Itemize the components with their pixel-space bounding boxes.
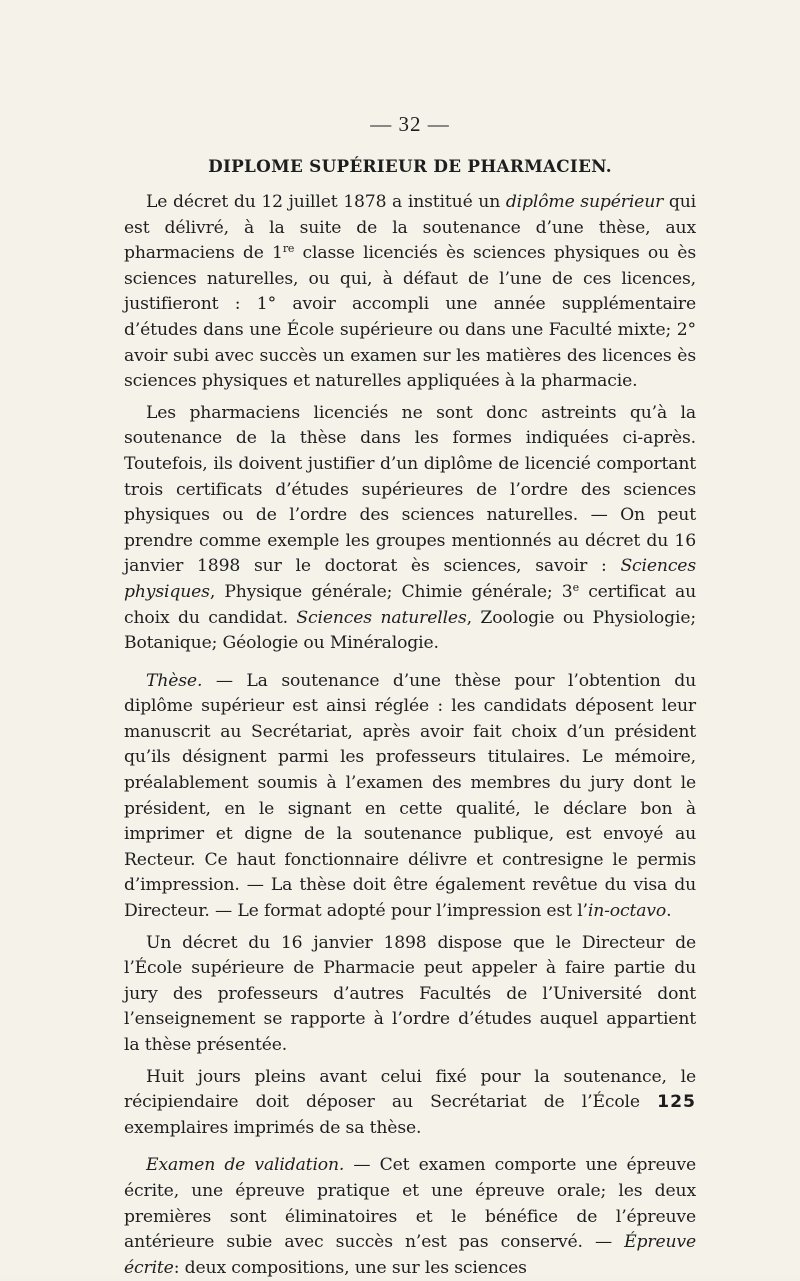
text-run: , Zoologie ou Physiologie; Botanique; Géologie ou Minéralogie. — [124, 607, 696, 654]
paragraph-these — [124, 669, 696, 925]
superscript: e — [572, 580, 579, 594]
italic-term: Examen de validation. — [146, 1155, 345, 1176]
superscript: re — [282, 242, 295, 256]
italic-term: in-octavo — [587, 901, 667, 922]
text-run: — La soutenance d’une thèse pour l’obtention du diplôme supérieur est ainsi réglée : les candidats déposent leur manuscrit au Secrétariat, après avoir fait choix d’un président qu’ils désignent parmi les professeurs titulaires. Le mémoire, préalablement soumis à l’examen des membres du jury dont le président, en le signant en cette qualité, le déclare bon à imprimer et digne de la soutenance publique, est envoyé au Recteur. Ce haut fonctionnaire délivre et contresigne le permis d’impression. — La thèse doit être également revêtue du visa du Directeur. — Le format adopté pour l’impression est l’ — [124, 670, 696, 922]
text-run: certificat au choix du candidat. — [124, 581, 696, 628]
italic-term: Thèse. — [146, 670, 203, 691]
text-run: , Physique générale; Chimie générale; 3 — [209, 581, 573, 602]
text-run: : deux compositions, une sur les sciences — [173, 1257, 527, 1278]
section-heading: DIPLOME SUPÉRIEUR DE PHARMACIEN. — [208, 156, 612, 176]
page-number: — 32 — — [370, 112, 450, 136]
text-run: Huit jours pleins avant celui fixé pour la soutenance, le récipiendaire doit déposer au Secrétariat de l’École — [124, 1066, 696, 1113]
text-run: . — [666, 901, 672, 922]
italic-term: Sciences naturelles — [296, 607, 467, 628]
text-run: Un décret du 16 janvier 1898 dispose que le Directeur de l’École supérieure de Pharmacie peut appeler à faire partie du jury des professeurs d’autres Facultés de l’Université dont l’enseignement se rapporte à l’ordre d’études auquel appartient la thèse présentée. — [124, 932, 696, 1055]
italic-term: Sciences physiques — [124, 556, 696, 602]
paragraph-diplome-decret — [124, 190, 696, 395]
italic-term: diplôme supérieur — [505, 192, 664, 212]
text-run: qui est délivré, à la suite de la soutenance d’une thèse, aux pharmaciens de 1 — [124, 192, 697, 264]
text-run: exemplaires imprimés de sa thèse. — [124, 1117, 422, 1138]
text-run: classe licenciés ès sciences physiques ou ès sciences naturelles, ou qui, à défaut de l’une de ces licences, justifieront : 1° avoir accompli une année supplémentaire d’études dans une École supérieure ou dans une Faculté mixte; 2° avoir subi avec succès un examen sur les matières des licences ès sciences physiques et naturelles appliquées à la pharmacie. — [124, 243, 696, 392]
text-run: — Cet examen comporte une épreuve écrite, une épreuve pratique et une épreuve orale; les deux premières sont éliminatoires et le bénéfice de l’épreuve antérieure subie avec succès n’est pas conservé. — — [124, 1155, 696, 1253]
text-run: Les pharmaciens licenciés ne sont donc astreints qu’à la soutenance de la thèse dans les formes indiquées ci-après. Toutefois, ils doivent justifier d’un diplôme de licencié comportant trois certificats d’études supérieures de l’ordre des sciences physiques ou de l’ordre des sciences naturelles. — On peut prendre comme exemple les groupes mentionnés au décret du 16 janvier 1898 sur le doctorat ès sciences, savoir : — [124, 402, 696, 577]
page-text — [124, 108, 696, 1281]
bold-number: 125 — [657, 1092, 696, 1113]
text-run: Le décret du 12 juillet 1878 a institué un — [146, 192, 506, 212]
paragraph-pharmaciens-licencies — [124, 401, 696, 657]
paragraph-exemplaires — [124, 1065, 696, 1142]
paragraph-decret-jury — [124, 931, 696, 1059]
paragraph-examen-validation — [124, 1153, 696, 1281]
italic-term: Épreuve écrite — [124, 1232, 696, 1278]
